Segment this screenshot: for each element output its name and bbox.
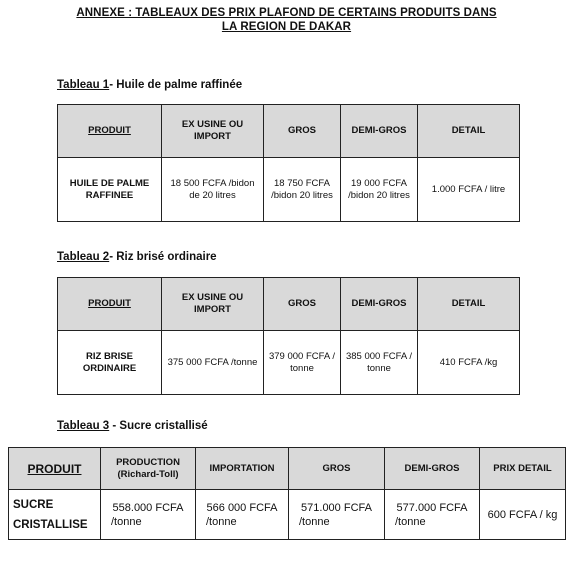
price-ex-usine: 18 500 FCFA /bidon de 20 litres <box>162 158 264 222</box>
price-gros: 379 000 FCFA / tonne <box>264 331 341 395</box>
table-1-caption <box>57 78 242 92</box>
price-demi-gros <box>385 490 480 540</box>
header-gros: GROS <box>289 448 385 490</box>
table-1-header-row <box>58 105 520 158</box>
document-title <box>0 6 573 34</box>
header-demi-gros: DEMI-GROS <box>341 278 418 331</box>
table-1-caption-text: - Huile de palme raffinée <box>109 79 243 91</box>
header-gros: GROS <box>264 278 341 331</box>
price-production <box>101 490 196 540</box>
title-line-2: LA REGION DE DAKAR <box>221 21 352 33</box>
price-value: 600 FCFA / kg <box>487 508 558 521</box>
price-value: 566 000 FCFA <box>206 501 278 514</box>
price-unit: /tonne <box>206 515 237 528</box>
price-value: 558.000 FCFA <box>112 501 184 514</box>
header-detail: DETAIL <box>418 278 520 331</box>
product-name: HUILE DE PALME RAFFINEE <box>58 158 162 222</box>
header-ex-usine: EX USINE OU IMPORT <box>162 278 264 331</box>
table-2-number: Tableau 2 <box>57 251 110 263</box>
table-3-number: Tableau 3 <box>57 420 110 432</box>
table-3 <box>8 447 566 540</box>
title-line-1: ANNEXE : TABLEAUX DES PRIX PLAFOND DE CERTAINS PRODUITS DANS <box>76 7 497 19</box>
header-demi-gros: DEMI-GROS <box>385 448 480 490</box>
table-1 <box>57 104 520 222</box>
price-unit: /tonne <box>299 515 330 528</box>
table-3-caption-text: - Sucre cristallisé <box>109 420 208 432</box>
product-name <box>9 490 101 540</box>
table-3-header-row <box>9 448 566 490</box>
price-detail <box>480 490 566 540</box>
header-ex-usine: EX USINE OU IMPORT <box>162 105 264 158</box>
header-production: PRODUCTION (Richard-Toll) <box>101 448 196 490</box>
header-detail: DETAIL <box>418 105 520 158</box>
header-produit: PRODUIT <box>58 105 162 158</box>
price-value: 577.000 FCFA <box>396 501 468 514</box>
product-name-line-2: CRISTALLISE <box>13 518 88 531</box>
price-value: 571.000 FCFA <box>301 501 372 514</box>
price-gros: 18 750 FCFA /bidon 20 litres <box>264 158 341 222</box>
table-2-header-row <box>58 278 520 331</box>
header-importation: IMPORTATION <box>196 448 289 490</box>
table-row <box>58 158 520 222</box>
header-prix-detail: PRIX DETAIL <box>480 448 566 490</box>
header-demi-gros: DEMI-GROS <box>341 105 418 158</box>
price-unit: /tonne <box>395 515 426 528</box>
price-gros <box>289 490 385 540</box>
price-importation <box>196 490 289 540</box>
table-2 <box>57 277 520 395</box>
table-row <box>9 490 566 540</box>
price-unit: /tonne <box>111 515 142 528</box>
header-produit: PRODUIT <box>9 448 101 490</box>
price-detail: 1.000 FCFA / litre <box>418 158 520 222</box>
product-name: RIZ BRISE ORDINAIRE <box>58 331 162 395</box>
header-gros: GROS <box>264 105 341 158</box>
table-2-caption <box>57 250 217 264</box>
table-row <box>58 331 520 395</box>
price-detail: 410 FCFA /kg <box>418 331 520 395</box>
price-demi-gros: 385 000 FCFA / tonne <box>341 331 418 395</box>
table-2-caption-text: - Riz brisé ordinaire <box>109 251 217 263</box>
product-name-line-1: SUCRE <box>13 498 54 511</box>
table-1-number: Tableau 1 <box>57 79 110 91</box>
table-3-caption <box>57 419 208 433</box>
price-ex-usine: 375 000 FCFA /tonne <box>162 331 264 395</box>
price-demi-gros: 19 000 FCFA /bidon 20 litres <box>341 158 418 222</box>
header-produit: PRODUIT <box>58 278 162 331</box>
